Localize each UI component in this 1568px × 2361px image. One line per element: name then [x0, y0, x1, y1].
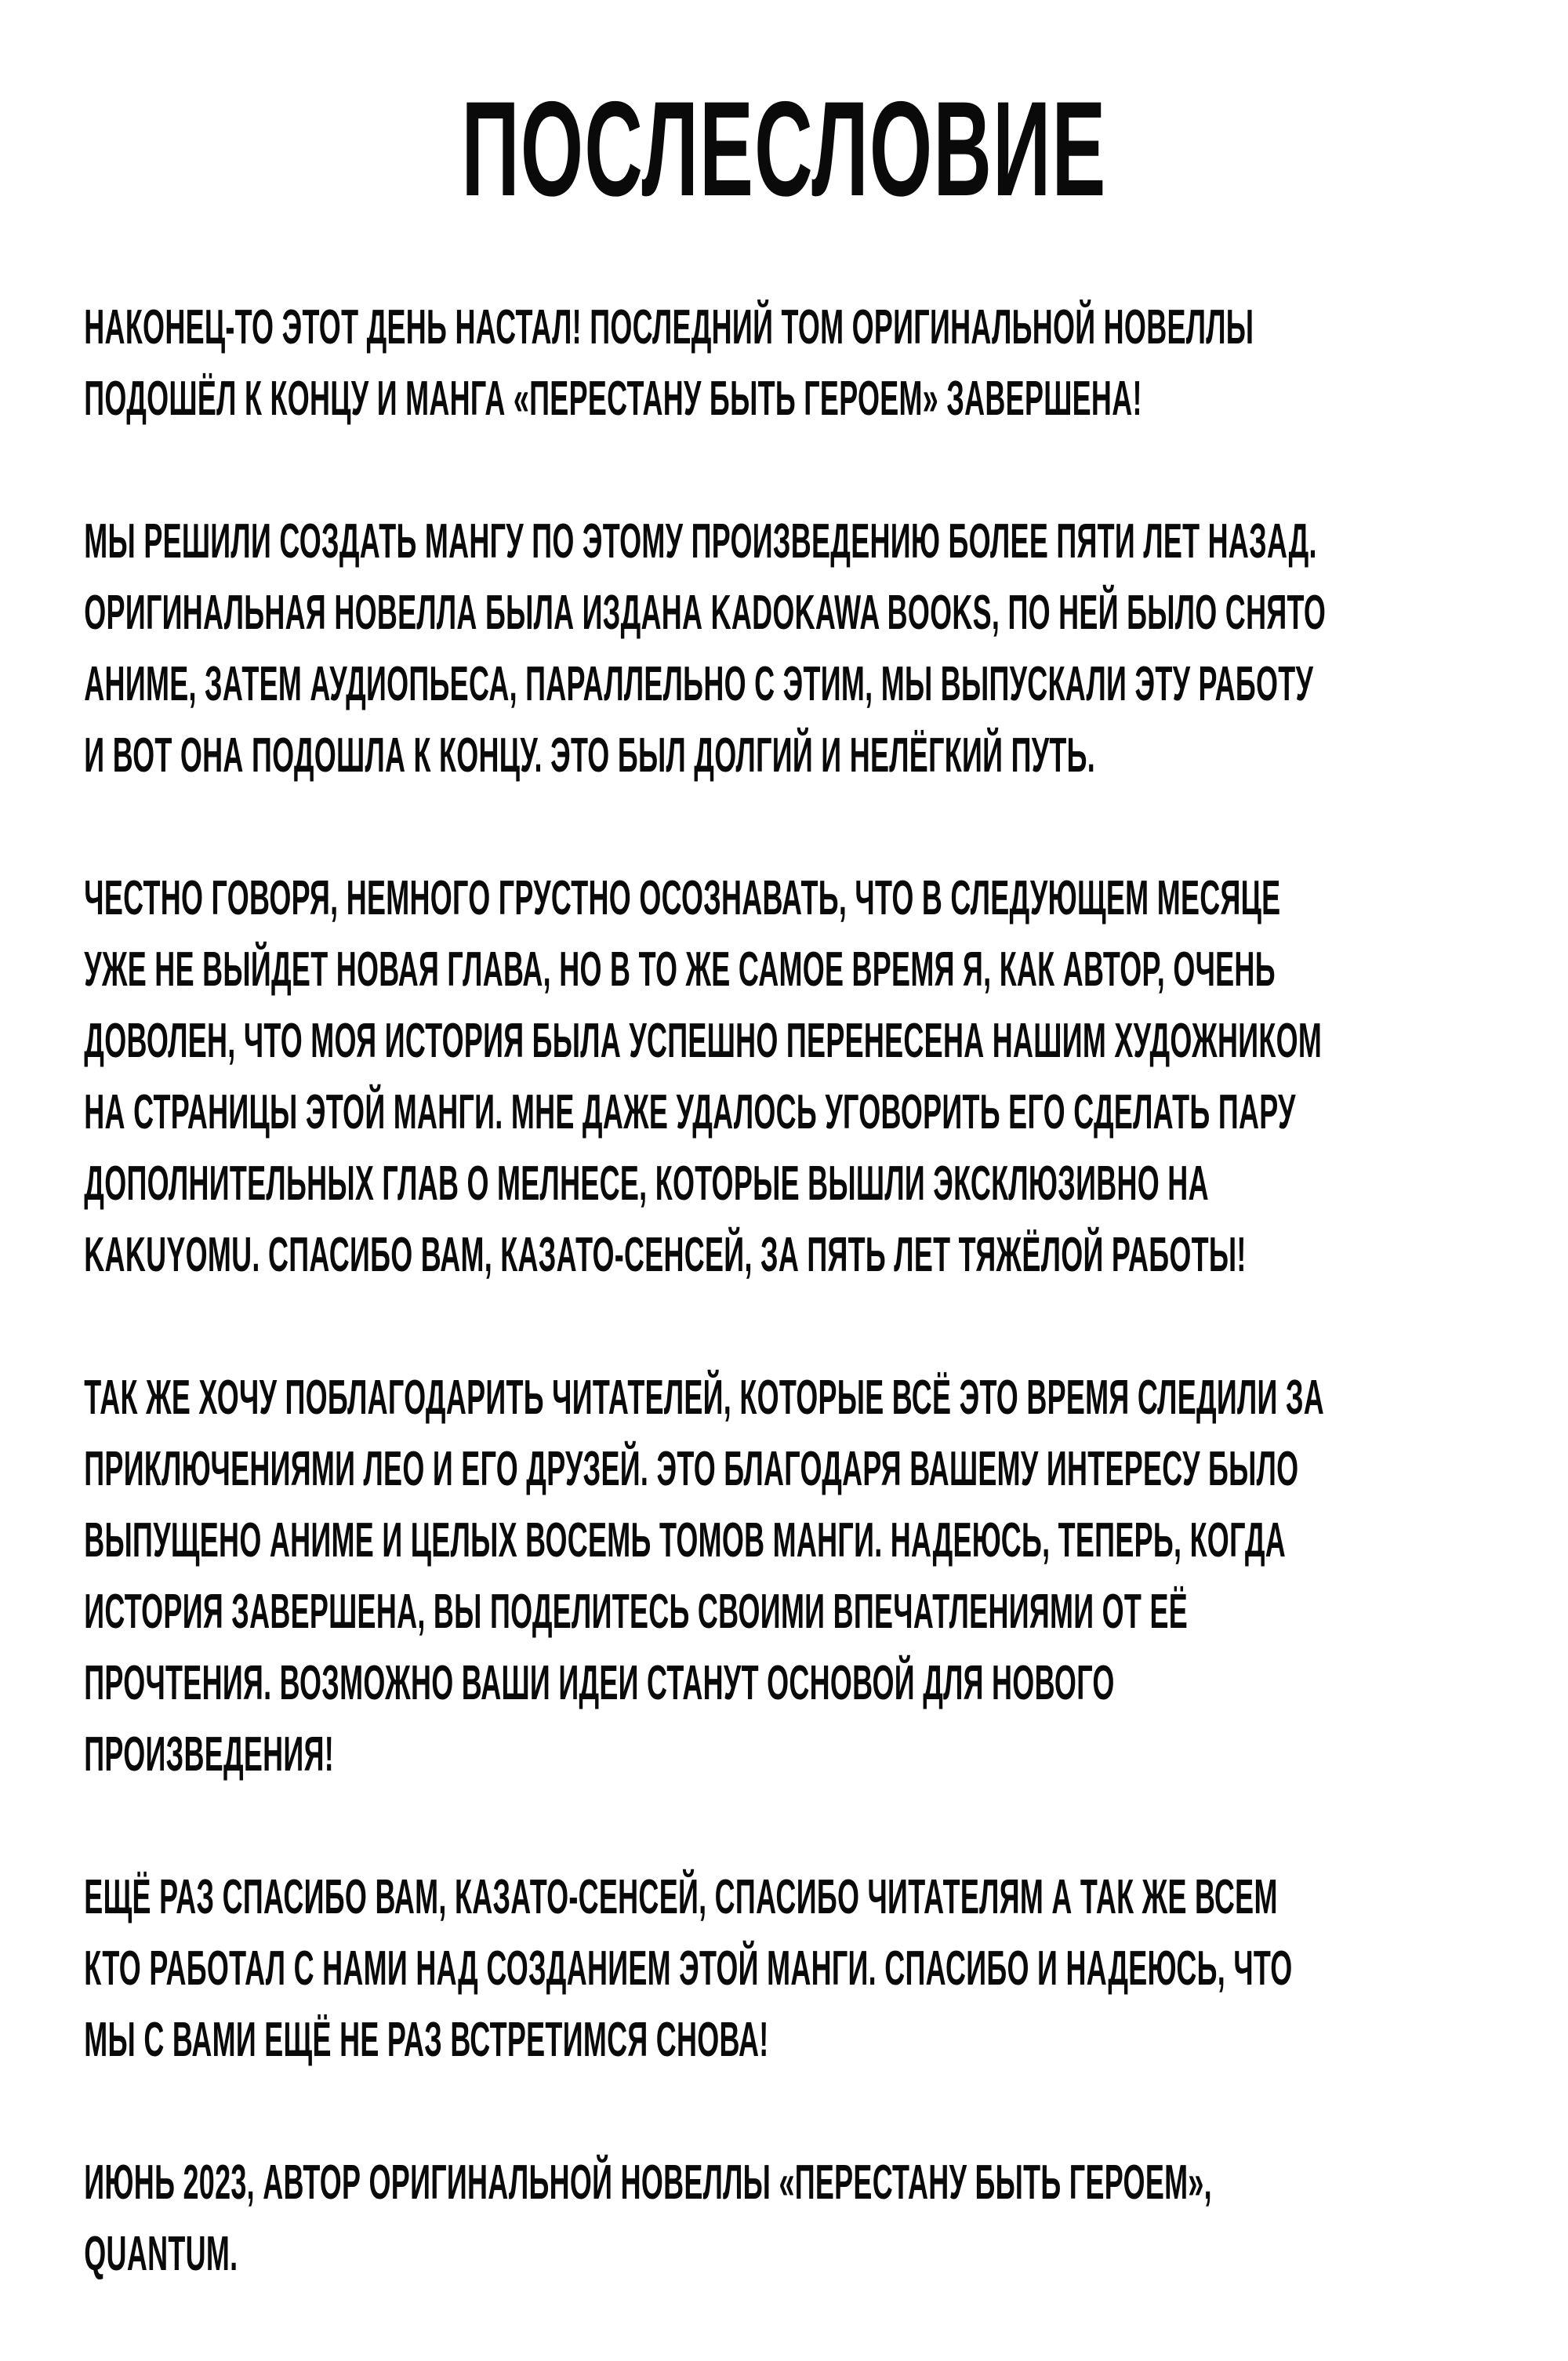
- text-line: ДОПОЛНИТЕЛЬНЫХ ГЛАВ О МЕЛНЕСЕ, КОТОРЫЕ ВЫШЛИ ЭКСКЛЮЗИВНО НА: [84, 1157, 1209, 1211]
- text-line: ВЫПУЩЕНО АНИМЕ И ЦЕЛЫХ ВОСЕМЬ ТОМОВ МАНГИ. НАДЕЮСЬ, ТЕПЕРЬ, КОГДА: [84, 1513, 1287, 1567]
- text-line: QUANTUM.: [84, 2227, 238, 2281]
- text-line: НА СТРАНИЦЫ ЭТОЙ МАНГИ. МНЕ ДАЖЕ УДАЛОСЬ УГОВОРИТЬ ЕГО СДЕЛАТЬ ПАРУ: [84, 1085, 1296, 1139]
- text-line: ТАК ЖЕ ХОЧУ ПОБЛАГОДАРИТЬ ЧИТАТЕЛЕЙ, КОТОРЫЕ ВСЁ ЭТО ВРЕМЯ СЛЕДИЛИ ЗА: [84, 1371, 1325, 1425]
- text-line: KAKUYOMU. СПАСИБО ВАМ, КАЗАТО-СЕНСЕЙ, ЗА ПЯТЬ ЛЕТ ТЯЖЁЛОЙ РАБОТЫ!: [84, 1228, 1247, 1282]
- text-line: АНИМЕ, ЗАТЕМ АУДИОПЬЕСА, ПАРАЛЛЕЛЬНО С ЭТИМ, МЫ ВЫПУСКАЛИ ЭТУ РАБОТУ: [84, 657, 1314, 711]
- text-line: КТО РАБОТАЛ С НАМИ НАД СОЗДАНИЕМ ЭТОЙ МАНГИ. СПАСИБО И НАДЕЮСЬ, ЧТО: [84, 1941, 1293, 1996]
- text-line: ИСТОРИЯ ЗАВЕРШЕНА, ВЫ ПОДЕЛИТЕСЬ СВОИМИ ВПЕЧАТЛЕНИЯМИ ОТ ЕЁ: [84, 1585, 1189, 1639]
- text-line: ОРИГИНАЛЬНАЯ НОВЕЛЛА БЫЛА ИЗДАНА KADOKAWA BOOKS, ПО НЕЙ БЫЛО СНЯТО: [84, 586, 1327, 640]
- text-line: МЫ РЕШИЛИ СОЗДАТЬ МАНГУ ПО ЭТОМУ ПРОИЗВЕДЕНИЮ БОЛЕЕ ПЯТИ ЛЕТ НАЗАД.: [84, 514, 1317, 568]
- text-line: ДОВОЛЕН, ЧТО МОЯ ИСТОРИЯ БЫЛА УСПЕШНО ПЕРЕНЕСЕНА НАШИМ ХУДОЖНИКОМ: [84, 1014, 1323, 1068]
- text-line: МЫ С ВАМИ ЕЩЁ НЕ РАЗ ВСТРЕТИМСЯ СНОВА!: [84, 2013, 769, 2067]
- paragraph-history: [0, 506, 1473, 791]
- text-line: ПРОИЗВЕДЕНИЯ!: [84, 1727, 334, 1782]
- paragraph-thanks-artist: [0, 863, 1473, 1291]
- text-line: ЧЕСТНО ГОВОРЯ, НЕМНОГО ГРУСТНО ОСОЗНАВАТЬ, ЧТО В СЛЕДУЮЩЕМ МЕСЯЦЕ: [84, 871, 1281, 925]
- text-line: ЕЩЁ РАЗ СПАСИБО ВАМ, КАЗАТО-СЕНСЕЙ, СПАСИБО ЧИТАТЕЛЯМ А ТАК ЖЕ ВСЕМ: [84, 1870, 1278, 1924]
- text-line: УЖЕ НЕ ВЫЙДЕТ НОВАЯ ГЛАВА, НО В ТО ЖЕ САМОЕ ВРЕМЯ Я, КАК АВТОР, ОЧЕНЬ: [84, 943, 1276, 997]
- text-line: И ВОТ ОНА ПОДОШЛА К КОНЦУ. ЭТО БЫЛ ДОЛГИЙ И НЕЛЁГКИЙ ПУТЬ.: [84, 728, 1096, 783]
- text-line: ПРОЧТЕНИЯ. ВОЗМОЖНО ВАШИ ИДЕИ СТАНУТ ОСНОВОЙ ДЛЯ НОВОГО: [84, 1656, 1115, 1710]
- text-line: ИЮНЬ 2023, АВТОР ОРИГИНАЛЬНОЙ НОВЕЛЛЫ «ПЕРЕСТАНУ БЫТЬ ГЕРОЕМ»,: [84, 2156, 1212, 2210]
- text-line: НАКОНЕЦ-ТО ЭТОТ ДЕНЬ НАСТАЛ! ПОСЛЕДНИЙ ТОМ ОРИГИНАЛЬНОЙ НОВЕЛЛЫ: [84, 300, 1254, 354]
- afterword-body: [0, 292, 1473, 2361]
- paragraph-announcement: [0, 292, 1473, 434]
- page-title: ПОСЛЕСЛОВИЕ: [461, 74, 1107, 224]
- paragraph-closing: [0, 1862, 1473, 2076]
- paragraph-thanks-readers: [0, 1362, 1473, 1790]
- text-line: ПОДОШЁЛ К КОНЦУ И МАНГА «ПЕРЕСТАНУ БЫТЬ ГЕРОЕМ» ЗАВЕРШЕНА!: [84, 372, 1142, 426]
- paragraph-signature: [0, 2147, 1473, 2290]
- text-line: ПРИКЛЮЧЕНИЯМИ ЛЕО И ЕГО ДРУЗЕЙ. ЭТО БЛАГОДАРЯ ВАШЕМУ ИНТЕРЕСУ БЫЛО: [84, 1442, 1299, 1496]
